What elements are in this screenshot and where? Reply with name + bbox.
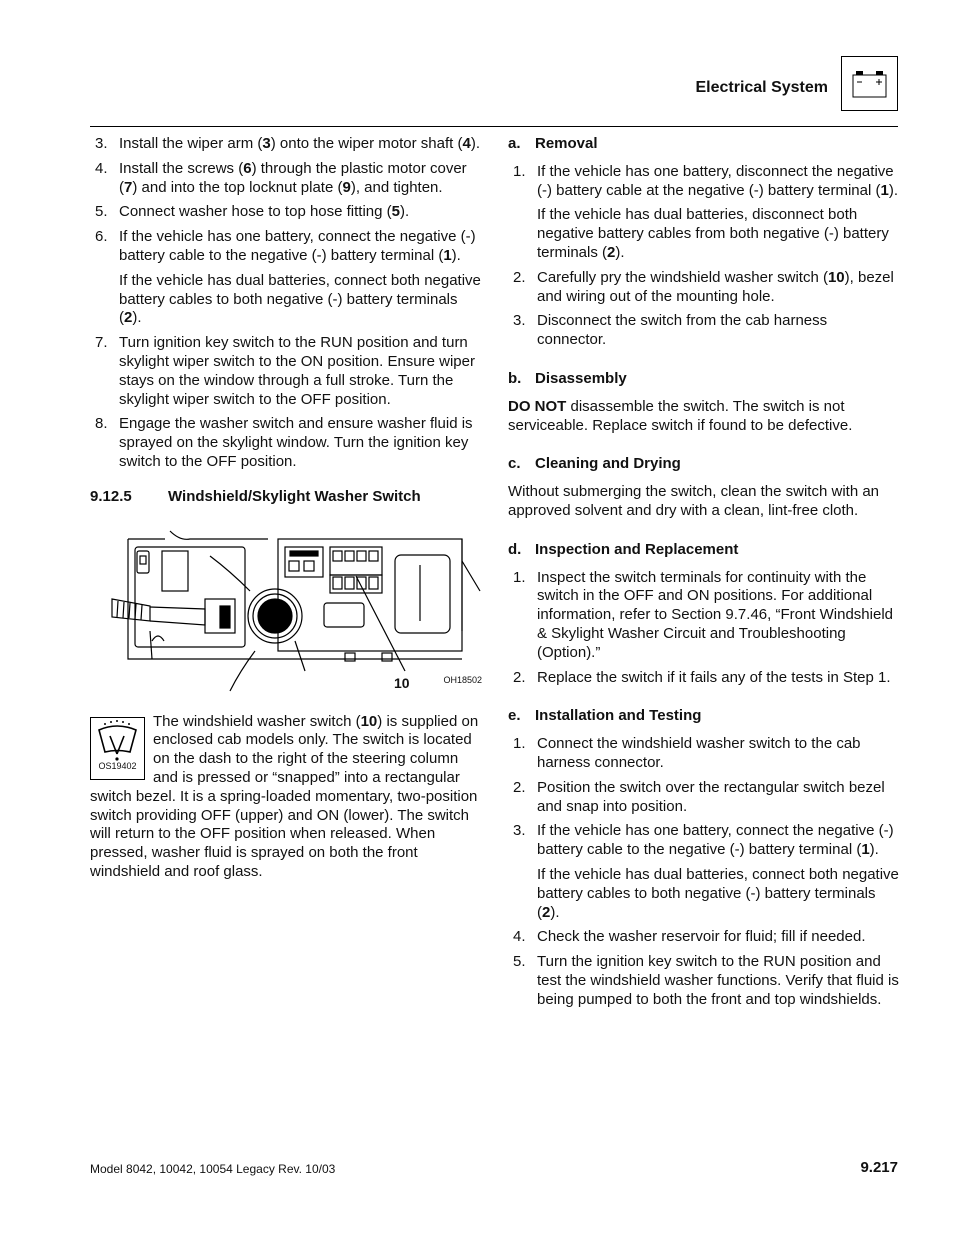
- figure-callout: 10: [394, 674, 410, 691]
- step-item: [90, 415, 482, 471]
- removal-heading: a. Removal: [508, 135, 598, 152]
- step-item: [90, 228, 482, 328]
- procedure-steps: [90, 135, 482, 472]
- step-item: [508, 312, 900, 350]
- step-number: 2.: [513, 268, 526, 286]
- disassembly-heading: b. Disassembly: [508, 369, 627, 387]
- dash-illustration: [90, 521, 482, 701]
- step-item: [508, 669, 900, 688]
- step-item: [508, 953, 900, 1009]
- step-text: Carefully pry the windshield washer switch (10), bezel and wiring out of the mounting hole.: [537, 268, 894, 305]
- step-item: [508, 569, 900, 663]
- step-number: 4.: [513, 928, 526, 946]
- step-text: Turn the ignition key switch to the RUN position and test the windshield washer functions. Verify that fluid is being pumped to both the front and top windshields.: [537, 953, 899, 1008]
- washer-symbol-box: [90, 717, 145, 780]
- left-column: [90, 135, 482, 882]
- header-rule: [90, 126, 898, 127]
- step-text: Check the washer reservoir for fluid; fill if needed.: [537, 928, 866, 946]
- step-text: Inspect the switch terminals for continuity with the switch in the OFF and ON positions. For additional information, refer to Section 9.7.46, “Front Windshield & Skylight Washer Circuit and Troubleshooting (Option).”: [537, 568, 894, 661]
- step-text: Turn ignition key switch to the RUN position and turn skylight wiper switch to the ON position. Ensure wiper stays on the window through a full stroke. Turn the skylight wiper switch to the OFF position.: [119, 334, 475, 408]
- footer-model: Model 8042, 10042, 10054 Legacy Rev. 10/03: [90, 1162, 336, 1176]
- figure-id: OH18502: [443, 674, 482, 685]
- step-number: 2.: [513, 778, 526, 796]
- switch-description: [90, 713, 482, 882]
- inspection-steps: [508, 569, 900, 688]
- step-item: [508, 779, 900, 817]
- step-item: [90, 203, 482, 222]
- step-number: 4.: [95, 159, 108, 177]
- step-item: [90, 334, 482, 409]
- section-header-title: Electrical System: [695, 79, 828, 96]
- description-text: The windshield washer switch (10) is supplied on enclosed cab models only. The switch is located on the dash to the right of the steering column and is pressed or “snapped” into a rectangular switch bezel. It is a spring-loaded momentary, two-position switch providing OFF (upper) and ON (lower). The switch will return to the OFF position when released. When pressed, washer fluid is sprayed on both the front windshield and roof glass.: [90, 712, 479, 880]
- step-number: 2.: [513, 668, 526, 686]
- step-subparagraph: If the vehicle has dual batteries, connect both negative battery cables to both negative (-) battery terminals (2).: [537, 865, 899, 921]
- step-number: 1.: [513, 568, 526, 586]
- section-heading: [90, 488, 482, 507]
- step-text: Install the wiper arm (3) onto the wiper motor shaft (4).: [119, 135, 480, 152]
- installation-steps: [508, 735, 900, 1009]
- step-subparagraph: If the vehicle has dual batteries, connect both negative battery cables to both negative (-) battery terminals (2).: [119, 271, 481, 327]
- step-text: Disconnect the switch from the cab harness connector.: [537, 312, 828, 349]
- step-item: [508, 735, 900, 773]
- step-number: 3.: [513, 312, 526, 330]
- step-item: [508, 822, 900, 922]
- icon-label: OS19402: [98, 760, 137, 771]
- disassembly-text: DO NOT disassemble the switch. The switch is not serviceable. Replace switch if found to be defective.: [508, 397, 853, 434]
- step-item: [90, 160, 482, 198]
- page-number: 9.217: [860, 1159, 898, 1176]
- step-item: [508, 163, 900, 263]
- step-number: 1.: [513, 162, 526, 180]
- step-text: Connect washer hose to top hose fitting (5).: [119, 203, 410, 221]
- cleaning-heading: c. Cleaning and Drying: [508, 455, 681, 473]
- step-text: Position the switch over the rectangular switch bezel and snap into position.: [537, 778, 885, 815]
- step-text: Connect the windshield washer switch to the cab harness connector.: [537, 735, 861, 771]
- step-number: 5.: [95, 203, 108, 221]
- step-subparagraph: If the vehicle has dual batteries, disconnect both negative battery cables from both negative (-) battery terminals (2).: [537, 206, 889, 261]
- step-number: 3.: [513, 822, 526, 840]
- step-text: Engage the washer switch and ensure washer fluid is sprayed on the skylight window. Turn the ignition key switch to the OFF position.: [119, 415, 473, 470]
- step-text: If the vehicle has one battery, connect the negative (-) battery cable to the negative (-) battery terminal (1).: [537, 822, 894, 859]
- inspection-heading: d. Inspection and Replacement: [508, 540, 739, 558]
- dash-switch-figure: [90, 521, 482, 701]
- step-number: 3.: [95, 135, 108, 152]
- battery-icon: [841, 56, 898, 111]
- step-number: 5.: [513, 953, 526, 971]
- step-number: 7.: [95, 334, 108, 352]
- step-number: 1.: [513, 735, 526, 753]
- installation-heading: e. Installation and Testing: [508, 707, 702, 725]
- right-column: [508, 135, 900, 1015]
- step-number: 6.: [95, 228, 108, 246]
- step-number: 8.: [95, 415, 108, 433]
- step-item: [508, 928, 900, 947]
- step-item: [90, 135, 482, 154]
- step-text: Install the screws (6) through the plastic motor cover (7) and into the top locknut plate (9), and tighten.: [119, 159, 467, 196]
- step-text: If the vehicle has one battery, connect the negative (-) battery cable to the negative (-) battery terminal (1).: [119, 228, 476, 264]
- step-text: If the vehicle has one battery, disconnect the negative (-) battery cable at the negative (-) battery terminal (1).: [537, 162, 898, 199]
- cleaning-text: Without submerging the switch, clean the switch with an approved solvent and dry with a clean, lint-free cloth.: [508, 483, 880, 519]
- removal-steps: [508, 163, 900, 350]
- section-number: 9.12.5: [90, 487, 132, 505]
- step-text: Replace the switch if it fails any of the tests in Step 1.: [537, 668, 891, 686]
- step-item: [508, 269, 900, 307]
- section-title: Windshield/Skylight Washer Switch: [168, 487, 421, 505]
